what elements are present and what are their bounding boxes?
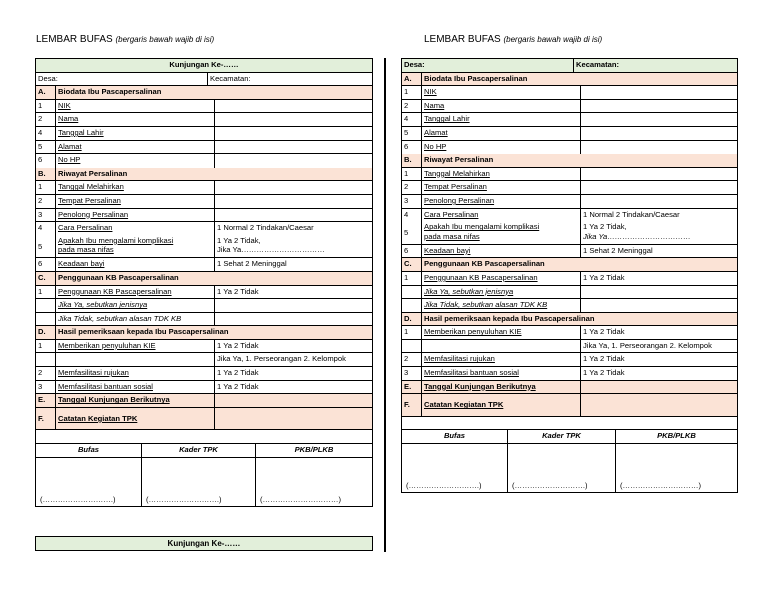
right-kie-label: Memberikan penyuluhan KIE xyxy=(422,326,581,339)
left-komplikasi-label-1: Apakah Ibu mengalami komplikasi xyxy=(58,235,174,245)
left-kie-value[interactable]: 1 Ya 2 Tidak xyxy=(217,340,259,350)
right-section-e-title: Tanggal Kunjungan Berikutnya xyxy=(422,381,581,394)
right-subtitle-text: (bergaris bawah wajib di isi) xyxy=(503,35,603,44)
right-sig-pkb-blank: (…………………………) xyxy=(620,481,701,491)
right-section-b-title: Riwayat Persalinan xyxy=(424,155,494,165)
left-section-b-title: Riwayat Persalinan xyxy=(58,168,128,178)
right-komplikasi-value[interactable] xyxy=(581,222,737,244)
left-kb-tidak-row xyxy=(36,313,372,327)
left-section-d-title: Hasil pemeriksaan kepada Ibu Pascapersalinan xyxy=(58,327,229,337)
right-section-d-code: D. xyxy=(402,313,422,326)
right-riwayat-row-5 xyxy=(402,222,737,245)
left-biodata-value[interactable] xyxy=(215,141,372,154)
right-row-number: 1 xyxy=(402,168,422,181)
left-sig-pkb-box[interactable] xyxy=(256,458,372,506)
left-riwayat-label: Cara Persalinan xyxy=(56,222,215,236)
left-riwayat-row xyxy=(36,222,372,236)
right-riwayat-label: Penolong Persalinan xyxy=(422,195,581,208)
right-sig-kader-blank: (……………………….) xyxy=(512,481,588,491)
left-section-e xyxy=(36,394,372,408)
right-komplikasi-label-1: Apakah Ibu mengalami komplikasi xyxy=(424,222,540,232)
right-komplikasi-value-1: 1 Ya 2 Tidak, xyxy=(583,222,627,232)
left-row-number-empty xyxy=(36,313,56,326)
right-sig-bufas-label: Bufas xyxy=(402,430,508,443)
right-riwayat-row xyxy=(402,209,737,223)
right-d3-row xyxy=(402,367,737,381)
left-kie-label: Memberikan penyuluhan KIE xyxy=(56,340,215,353)
left-sig-kader-label: Kader TPK xyxy=(142,444,256,457)
left-row-number: 5 xyxy=(36,236,56,258)
right-row-number-empty xyxy=(402,340,422,353)
left-keadaan-bayi-value[interactable]: 1 Sehat 2 Meninggal xyxy=(217,259,287,269)
right-biodata-label: Alamat xyxy=(422,127,581,140)
left-komplikasi-value-1: 1 Ya 2 Tidak, xyxy=(217,235,261,245)
left-row-number: 4 xyxy=(36,222,56,236)
right-row-number: 4 xyxy=(402,209,422,223)
right-section-a-code: A. xyxy=(402,73,422,86)
right-biodata-value[interactable] xyxy=(581,127,737,140)
left-kb-value[interactable]: 1 Ya 2 Tidak xyxy=(217,286,259,296)
left-section-d xyxy=(36,326,372,340)
left-page-title xyxy=(36,34,214,45)
left-desa-row xyxy=(36,73,372,87)
left-sig-bufas-box[interactable] xyxy=(36,458,142,506)
right-biodata-label: No HP xyxy=(422,141,581,155)
left-section-b-code: B. xyxy=(36,168,56,181)
left-riwayat-label: Tempat Persalinan xyxy=(56,195,215,208)
right-bansos-value[interactable]: 1 Ya 2 Tidak xyxy=(583,368,625,378)
left-riwayat-row-6 xyxy=(36,258,372,272)
left-biodata-row xyxy=(36,154,372,168)
left-section-a-title: Biodata Ibu Pascapersalinan xyxy=(58,87,162,97)
right-section-d-title: Hasil pemeriksaan kepada Ibu Pascapersalinan xyxy=(424,313,595,323)
right-section-f-value[interactable] xyxy=(581,394,737,416)
left-riwayat-value[interactable] xyxy=(215,195,372,208)
right-section-e xyxy=(402,381,737,395)
left-row-number-empty xyxy=(36,353,56,366)
right-section-f-code: F. xyxy=(402,394,422,416)
left-row-number: 2 xyxy=(36,195,56,208)
left-row-number: 4 xyxy=(36,127,56,140)
right-biodata-value[interactable] xyxy=(581,86,737,99)
left-sig-bufas-label: Bufas xyxy=(36,444,142,457)
left-rujukan-label: Memfasilitasi rujukan xyxy=(56,367,215,380)
left-subtitle-text: (bergaris bawah wajib di isi) xyxy=(115,35,215,44)
left-kb-label: Penggunaan KB Pascapersalinan xyxy=(56,286,215,299)
right-row-number: 5 xyxy=(402,222,422,244)
right-section-e-value[interactable] xyxy=(581,381,737,394)
left-biodata-label: Alamat xyxy=(56,141,215,154)
left-row-number: 3 xyxy=(36,209,56,222)
right-section-c-code: C. xyxy=(402,258,422,271)
right-biodata-value[interactable] xyxy=(581,113,737,126)
right-biodata-row xyxy=(402,141,737,155)
left-sig-pkb-blank: (…………………………) xyxy=(260,494,341,504)
left-section-c xyxy=(36,272,372,286)
left-sig-kader-blank: (……………………….) xyxy=(146,494,222,504)
right-kb-tidak-row xyxy=(402,299,737,313)
left-riwayat-value[interactable]: 1 Normal 2 Tindakan/Caesar xyxy=(217,223,314,233)
left-komplikasi-value[interactable] xyxy=(215,236,372,258)
left-form-table xyxy=(35,58,373,507)
left-row-number: 6 xyxy=(36,154,56,168)
left-riwayat-value[interactable] xyxy=(215,181,372,194)
left-d1b-blank xyxy=(56,353,215,366)
left-bansos-label: Memfasilitasi bantuan sosial xyxy=(56,381,215,394)
left-komplikasi-label xyxy=(56,236,215,258)
left-kb-ya-label: Jika Ya, sebutkan jenisnya xyxy=(56,299,215,312)
left-kunjungan-label: Kunjungan Ke-…… xyxy=(169,60,239,69)
left-row-number: 1 xyxy=(36,286,56,299)
left-row-number: 1 xyxy=(36,340,56,353)
right-section-c xyxy=(402,258,737,272)
left-biodata-row xyxy=(36,113,372,127)
right-title-text: LEMBAR BUFAS xyxy=(424,34,501,45)
right-riwayat-row xyxy=(402,168,737,182)
right-section-b xyxy=(402,154,737,168)
left-d1-row xyxy=(36,340,372,354)
right-section-e-code: E. xyxy=(402,381,422,394)
right-riwayat-label: Cara Persalinan xyxy=(422,209,581,223)
right-row-number: 4 xyxy=(402,113,422,126)
right-kb-ya-label: Jika Ya, sebutkan jenisnya xyxy=(422,286,581,299)
right-riwayat-row-6 xyxy=(402,245,737,259)
left-biodata-row xyxy=(36,127,372,141)
right-row-number: 6 xyxy=(402,245,422,258)
left-d1b-row xyxy=(36,353,372,367)
right-rujukan-value[interactable]: 1 Ya 2 Tidak xyxy=(583,354,625,364)
right-spacer-row xyxy=(402,417,737,431)
left-sig-bufas-blank: (……………………….) xyxy=(40,494,116,504)
right-d1-row xyxy=(402,326,737,340)
left-riwayat-row xyxy=(36,209,372,223)
left-title-text: LEMBAR BUFAS xyxy=(36,34,113,45)
right-komplikasi-label xyxy=(422,222,581,244)
left-riwayat-label: Tanggal Melahirkan xyxy=(56,181,215,194)
left-section-f-title: Catatan Kegiatan TPK xyxy=(56,408,215,430)
right-kb-row xyxy=(402,272,737,286)
right-section-a-title: Biodata Ibu Pascapersalinan xyxy=(424,73,528,83)
left-section-f xyxy=(36,408,372,431)
right-rujukan-label: Memfasilitasi rujukan xyxy=(422,353,581,366)
right-row-number: 1 xyxy=(402,272,422,285)
right-biodata-label: Nama xyxy=(422,100,581,113)
left-biodata-row xyxy=(36,100,372,114)
right-riwayat-row xyxy=(402,181,737,195)
right-row-number: 1 xyxy=(402,326,422,339)
left-kunjungan-row xyxy=(36,59,372,73)
right-row-number: 3 xyxy=(402,367,422,380)
right-riwayat-value[interactable]: 1 Normal 2 Tindakan/Caesar xyxy=(583,209,680,219)
right-sig-pkb-box[interactable] xyxy=(616,444,737,492)
left-kecamatan-field[interactable]: Kecamatan: xyxy=(210,73,251,83)
left-biodata-label: Nama xyxy=(56,113,215,126)
right-riwayat-label: Tempat Persalinan xyxy=(422,181,581,194)
left-biodata-label: Tanggal Lahir xyxy=(56,127,215,140)
left-row-number: 1 xyxy=(36,181,56,194)
left-sig-pkb-label: PKB/PLKB xyxy=(294,445,334,455)
left-riwayat-label: Penolong Persalinan xyxy=(56,209,215,222)
right-bansos-label: Memfasilitasi bantuan sosial xyxy=(422,367,581,380)
right-biodata-row xyxy=(402,86,737,100)
left-kie-type-value[interactable]: Jika Ya, 1. Perseorangan 2. Kelompok xyxy=(217,354,346,364)
page-divider xyxy=(384,58,386,552)
left-row-number: 3 xyxy=(36,381,56,394)
right-biodata-value[interactable] xyxy=(581,141,737,155)
right-section-f-title: Catatan Kegiatan TPK xyxy=(422,394,581,416)
left-kb-ya-row xyxy=(36,299,372,313)
right-row-number-empty xyxy=(402,299,422,312)
left-riwayat-row-5 xyxy=(36,236,372,259)
left-biodata-row xyxy=(36,141,372,155)
right-section-f xyxy=(402,394,737,417)
right-signature-header xyxy=(402,430,737,444)
left-bansos-value[interactable]: 1 Ya 2 Tidak xyxy=(217,381,259,391)
right-section-a xyxy=(402,73,737,87)
left-desa-field[interactable]: Desa: xyxy=(36,73,208,86)
left-riwayat-value[interactable] xyxy=(215,209,372,222)
right-section-d xyxy=(402,313,737,327)
right-sig-kader-label: Kader TPK xyxy=(508,430,616,443)
right-d1b-blank xyxy=(422,340,581,353)
right-row-number: 5 xyxy=(402,127,422,140)
left-spacer-row xyxy=(36,430,372,444)
left-section-c-title: Penggunaan KB Pascapersalinan xyxy=(58,272,179,282)
left-keadaan-bayi-label: Keadaan bayi xyxy=(56,258,215,271)
left-section-f-code: F. xyxy=(36,408,56,430)
right-sig-bufas-blank: (……………………….) xyxy=(406,481,482,491)
left-signature-header xyxy=(36,444,372,458)
right-kb-tidak-value[interactable] xyxy=(581,299,737,312)
left-biodata-label: NIK xyxy=(56,100,215,113)
right-section-b-code: B. xyxy=(402,154,422,167)
right-kb-label: Penggunaan KB Pascapersalinan xyxy=(422,272,581,285)
left-kb-row xyxy=(36,286,372,300)
left-riwayat-row xyxy=(36,195,372,209)
right-riwayat-value[interactable] xyxy=(581,195,737,208)
left-kb-tidak-value[interactable] xyxy=(215,313,372,326)
right-kie-value[interactable]: 1 Ya 2 Tidak xyxy=(583,327,625,337)
right-biodata-row xyxy=(402,113,737,127)
left-row-number: 2 xyxy=(36,113,56,126)
right-desa-row xyxy=(402,59,737,73)
right-kb-tidak-label: Jika Tidak, sebutkan alasan TDK KB xyxy=(422,299,581,312)
left-row-number: 5 xyxy=(36,141,56,154)
right-sig-pkb-label: PKB/PLKB xyxy=(657,431,696,441)
left-section-b xyxy=(36,168,372,182)
right-komplikasi-value-2: Jika Ya…………………………… xyxy=(583,231,691,241)
left-kunjungan-bottom: Kunjungan Ke-…… xyxy=(35,536,373,551)
right-section-c-title: Penggunaan KB Pascapersalinan xyxy=(424,259,545,269)
right-row-number: 2 xyxy=(402,100,422,113)
left-section-a xyxy=(36,86,372,100)
left-section-e-value[interactable] xyxy=(215,394,372,407)
right-sig-kader-box[interactable] xyxy=(508,444,616,492)
right-spacer-cell xyxy=(402,417,737,430)
right-kb-value[interactable]: 1 Ya 2 Tidak xyxy=(583,272,625,282)
right-form-table xyxy=(401,58,738,493)
right-kecamatan-field[interactable]: Kecamatan: xyxy=(576,60,620,69)
left-section-e-code: E. xyxy=(36,394,56,407)
left-section-c-code: C. xyxy=(36,272,56,285)
right-row-number-empty xyxy=(402,286,422,299)
right-row-number: 6 xyxy=(402,141,422,155)
left-spacer-cell xyxy=(36,430,372,443)
right-biodata-label: Tanggal Lahir xyxy=(422,113,581,126)
right-row-number: 1 xyxy=(402,86,422,99)
left-d2-row xyxy=(36,367,372,381)
right-row-number: 2 xyxy=(402,181,422,194)
left-sig-kader-box[interactable] xyxy=(142,458,256,506)
left-biodata-value[interactable] xyxy=(215,100,372,113)
left-section-f-value[interactable] xyxy=(215,408,372,430)
right-riwayat-value[interactable] xyxy=(581,181,737,194)
right-signature-body xyxy=(402,444,737,492)
left-riwayat-row xyxy=(36,181,372,195)
left-section-d-code: D. xyxy=(36,326,56,339)
right-biodata-row xyxy=(402,100,737,114)
left-d3-row xyxy=(36,381,372,395)
right-kb-ya-row xyxy=(402,286,737,300)
right-komplikasi-label-2: pada masa nifas xyxy=(424,231,480,241)
left-kb-tidak-label: Jika Tidak, sebutkan alasan TDK KB xyxy=(56,313,215,326)
right-desa-field[interactable]: Desa: xyxy=(402,59,574,72)
left-row-number-empty xyxy=(36,299,56,312)
right-riwayat-label: Tanggal Melahirkan xyxy=(422,168,581,181)
right-biodata-value[interactable] xyxy=(581,100,737,113)
right-biodata-row xyxy=(402,127,737,141)
left-row-number: 1 xyxy=(36,100,56,113)
right-kb-ya-value[interactable] xyxy=(581,286,737,299)
left-rujukan-value[interactable]: 1 Ya 2 Tidak xyxy=(217,368,259,378)
left-section-e-title: Tanggal Kunjungan Berikutnya xyxy=(56,394,215,407)
right-page-title xyxy=(424,34,602,45)
left-biodata-label: No HP xyxy=(56,154,215,168)
left-row-number: 6 xyxy=(36,258,56,271)
left-komplikasi-value-2: Jika Ya…………………………… xyxy=(217,245,325,255)
right-d2-row xyxy=(402,353,737,367)
left-biodata-value[interactable] xyxy=(215,113,372,126)
left-biodata-value[interactable] xyxy=(215,127,372,140)
right-riwayat-value[interactable] xyxy=(581,168,737,181)
right-sig-bufas-box[interactable] xyxy=(402,444,508,492)
left-biodata-value[interactable] xyxy=(215,154,372,168)
right-riwayat-row xyxy=(402,195,737,209)
right-kie-type-value[interactable]: Jika Ya, 1. Perseorangan 2. Kelompok xyxy=(583,340,712,350)
left-signature-body xyxy=(36,458,372,506)
left-kb-ya-value[interactable] xyxy=(215,299,372,312)
right-keadaan-bayi-value[interactable]: 1 Sehat 2 Meninggal xyxy=(583,245,653,255)
left-section-a-code: A. xyxy=(36,86,56,99)
left-komplikasi-label-2: pada masa nifas xyxy=(58,245,114,255)
right-biodata-label: NIK xyxy=(422,86,581,99)
left-row-number: 2 xyxy=(36,367,56,380)
right-keadaan-bayi-label: Keadaan bayi xyxy=(422,245,581,258)
right-row-number: 2 xyxy=(402,353,422,366)
right-d1b-row xyxy=(402,340,737,354)
right-row-number: 3 xyxy=(402,195,422,208)
